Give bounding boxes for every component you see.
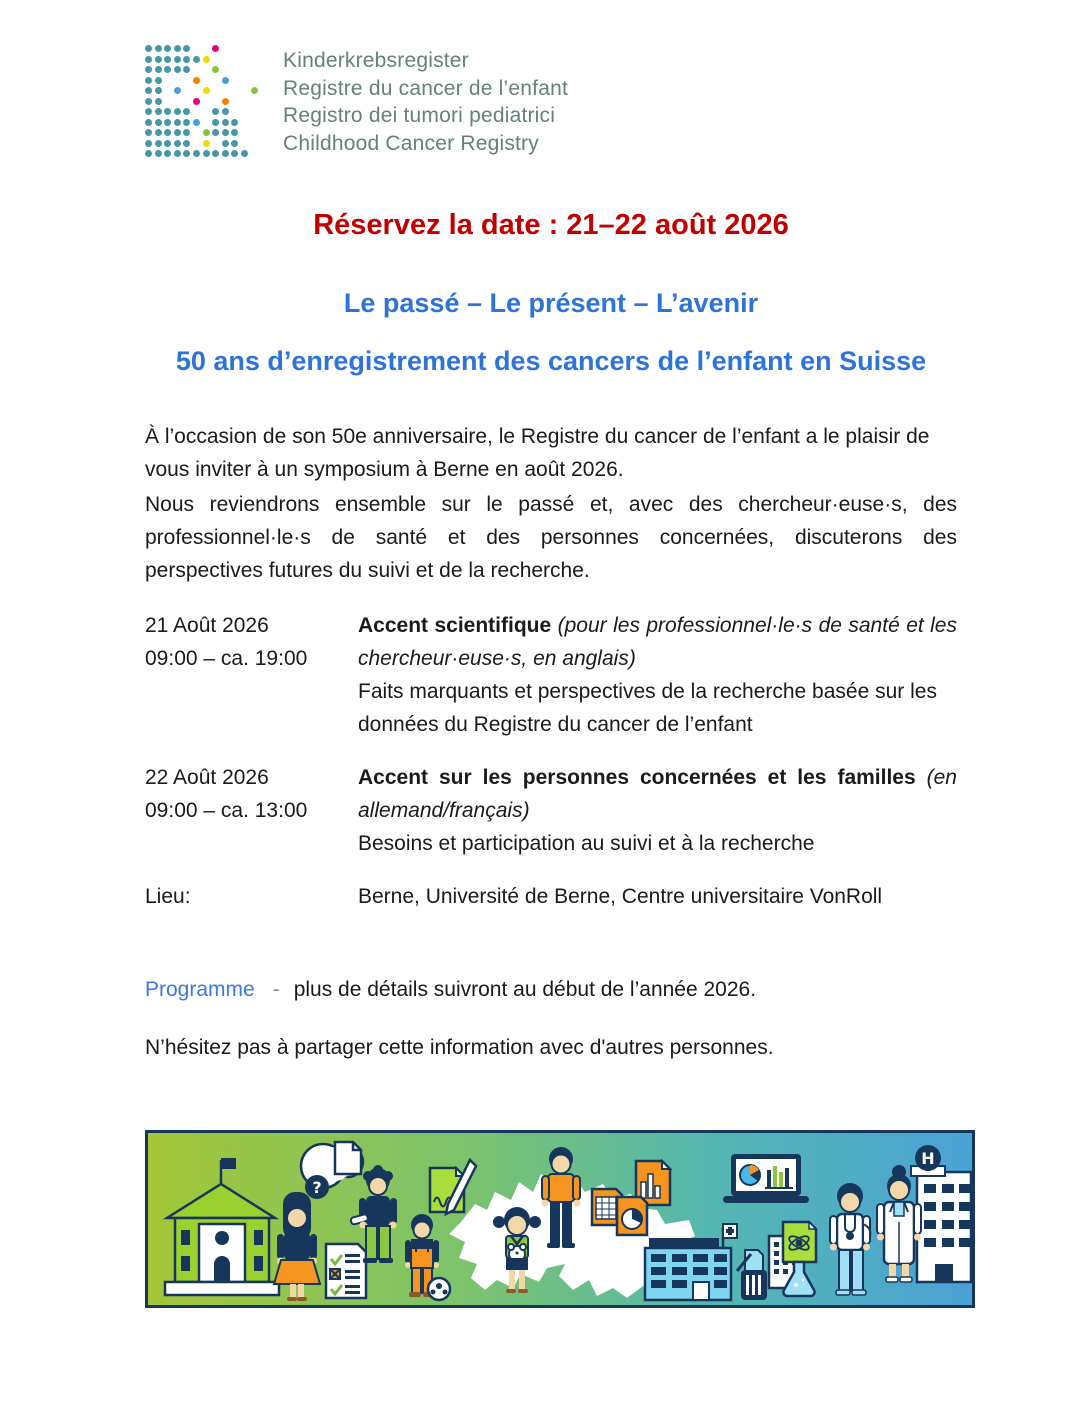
day1-title (358, 609, 957, 675)
day2-info (358, 761, 957, 860)
save-the-date-title: Réservez la date : 21–22 août 2026 (313, 209, 789, 241)
logo-line-de: Kinderkrebsregister (283, 49, 469, 72)
schedule (145, 609, 957, 913)
programme-note: plus de détails suivront au début de l’année 2026. (293, 978, 757, 1001)
logo-line-fr: Registre du cancer de l’enfant (283, 76, 568, 100)
day2-title (358, 761, 957, 827)
atom-document-icon (783, 1222, 816, 1262)
day2-description: Besoins et participation au suivi et à la recherche (358, 832, 815, 855)
programme-dash: - (272, 978, 280, 1001)
location-row (145, 880, 957, 913)
footer-illustration-svg (145, 1130, 975, 1308)
logo-line-it: Registro dei tumori pediatrici (283, 104, 556, 127)
location-value: Berne, Université de Berne, Centre universitaire VonRoll (358, 885, 883, 908)
programme-link[interactable]: Programme (145, 978, 255, 1001)
day1-date: 21 Août 2026 (145, 614, 269, 637)
checklist-icon (326, 1244, 366, 1298)
share-note: N’hésitez pas à partager cette information avec d'autres personnes. (145, 1036, 774, 1059)
schedule-row-day1 (145, 609, 957, 741)
day2-title-bold: Accent sur les personnes concernées et les familles (358, 766, 916, 789)
question-mark-glyph: ? (312, 1178, 322, 1197)
logo-line-en: Childhood Cancer Registry (283, 131, 539, 155)
footer-illustration (145, 1130, 975, 1308)
day2-time: 09:00 – ca. 13:00 (145, 799, 308, 822)
day2-date: 22 Août 2026 (145, 766, 269, 789)
day2-datetime (145, 761, 358, 860)
day1-title-italic: (pour les professionnel·le·s de santé et les chercheur·euse·s, en anglais) (358, 614, 957, 670)
day1-datetime (145, 609, 358, 741)
day1-info (358, 609, 957, 741)
subtitle-past-present-future: Le passé – Le présent – L’avenir (343, 288, 759, 318)
subtitle-50-years: 50 ans d’enregistrement des cancers de l’enfant en Suisse (175, 346, 927, 376)
location-label: Lieu: (145, 885, 191, 908)
schedule-row-day2 (145, 761, 957, 860)
flyer-content (145, 0, 957, 1064)
laptop-charts-icon (723, 1154, 809, 1203)
hospital-sign-glyph: H (921, 1149, 935, 1168)
day1-time: 09:00 – ca. 19:00 (145, 647, 308, 670)
day1-description: Faits marquants et perspectives de la recherche basée sur les données du Registre du cancer de l’enfant (358, 680, 937, 736)
day2-title-italic: (en allemand/français) (358, 766, 957, 822)
programme-line (145, 973, 957, 1006)
intro-paragraph-1: À l’occasion de son 50e anniversaire, le Registre du cancer de l’enfant a le plaisir de vous inviter à un symposium à Berne en août 2026. (145, 425, 930, 481)
day1-title-bold: Accent scientifique (358, 614, 552, 637)
intro-paragraph-2: Nous reviendrons ensemble sur le passé et, avec des chercheur·euse·s, des professionnel·le·s de santé et des personnes concernées, discuterons des perspectives futures du suivi et de la recherche. (145, 493, 957, 582)
